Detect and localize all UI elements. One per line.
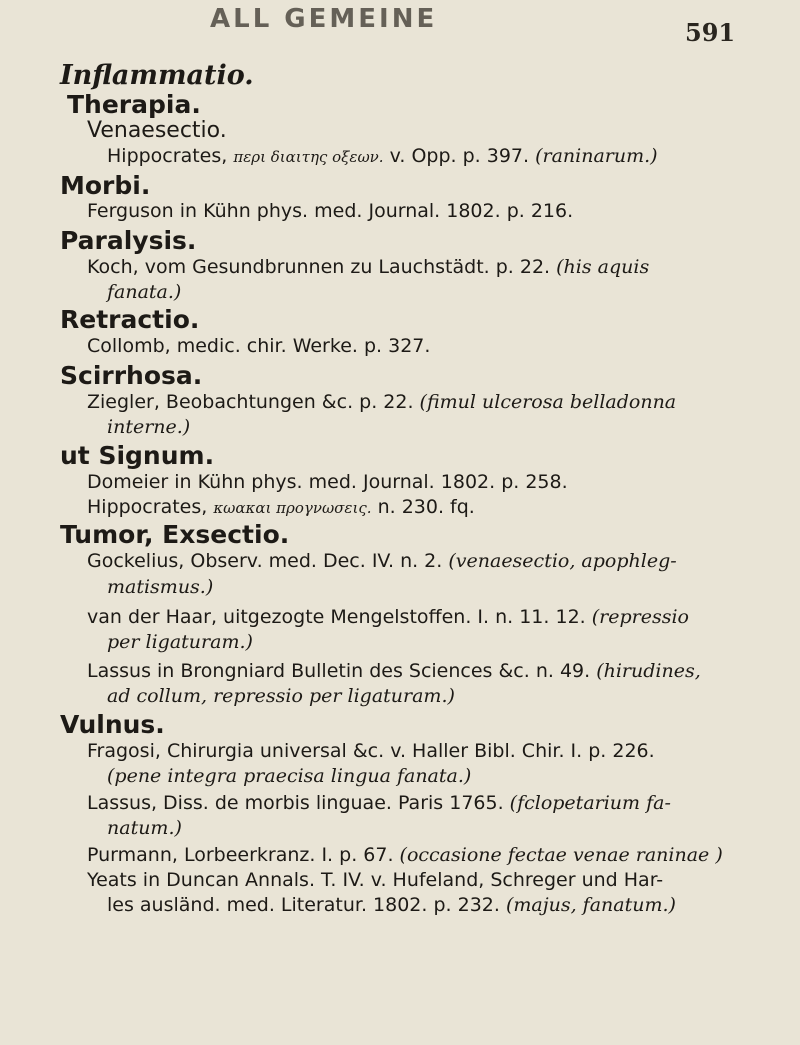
heading-venaesectio: Venaesectio. (87, 118, 227, 143)
entry-gockelius-cont: matismus.) (107, 576, 214, 598)
entry-gockelius: Gockelius, Observ. med. Dec. IV. n. 2. (venaesectio, apophleg- (87, 550, 677, 572)
entry-lassus-2: Lassus, Diss. de morbis linguae. Paris 1765. (fclopetarium fa- (87, 792, 671, 814)
entry-fragosi-cont: (pene integra praecisa lingua fanata.) (107, 765, 472, 787)
entry-collomb: Collomb, medic. chir. Werke. p. 327. (87, 335, 431, 357)
heading-therapia: Therapia. (67, 90, 201, 119)
entry-domeier: Domeier in Kühn phys. med. Journal. 1802. p. 258. (87, 471, 568, 493)
entry-lassus-2-cont: natum.) (107, 817, 182, 839)
greek-text: κωακαι προγνωσεις. (213, 499, 372, 517)
entry-yeats-cont: les ausländ. med. Literatur. 1802. p. 232. (majus, fanatum.) (107, 894, 676, 916)
entry-ziegler-cont: interne.) (107, 416, 191, 438)
entry-koch: Koch, vom Gesundbrunnen zu Lauchstädt. p. 22. (his aquis (87, 256, 650, 278)
heading-scirrhosa: Scirrhosa. (60, 361, 203, 390)
entry-ziegler: Ziegler, Beobachtungen &c. p. 22. (fimul ulcerosa belladonna (87, 391, 677, 413)
entry-van-der-haar: van der Haar, uitgezogte Mengelstoffen. I. n. 11. 12. (repressio (87, 606, 689, 628)
heading-morbi: Morbi. (60, 171, 151, 200)
entry-lassus-1: Lassus in Brongniard Bulletin des Sciences &c. n. 49. (hirudines, (87, 660, 701, 682)
entry-lassus-1-cont: ad collum, repressio per ligaturam.) (107, 685, 455, 707)
heading-inflammatio: Inflammatio. (60, 60, 254, 91)
page-number: 591 (685, 18, 736, 47)
heading-ut-signum: ut Signum. (60, 441, 215, 470)
entry-hippocrates-1: Hippocrates, περι διαιτης οξεων. v. Opp. p. 397. (raninarum.) (107, 145, 658, 167)
heading-vulnus: Vulnus. (60, 710, 165, 739)
heading-tumor: Tumor, Exsectio. (60, 520, 290, 549)
entry-van-der-haar-cont: per ligaturam.) (107, 631, 253, 653)
entry-koch-cont: fanata.) (107, 281, 182, 303)
entry-fragosi: Fragosi, Chirurgia universal &c. v. Haller Bibl. Chir. I. p. 226. (87, 740, 655, 762)
heading-paralysis: Paralysis. (60, 226, 197, 255)
entry-purmann: Purmann, Lorbeerkranz. I. p. 67. (occasione fectae venae raninae ) (87, 844, 723, 866)
greek-text: περι διαιτης οξεων. (233, 148, 384, 166)
running-title: ALL GEMEINE (210, 4, 438, 34)
entry-hippocrates-2: Hippocrates, κωακαι προγνωσεις. n. 230. fq. (87, 496, 475, 518)
heading-retractio: Retractio. (60, 305, 200, 334)
entry-yeats: Yeats in Duncan Annals. T. IV. v. Hufeland, Schreger und Har- (87, 869, 664, 891)
entry-ferguson: Ferguson in Kühn phys. med. Journal. 1802. p. 216. (87, 200, 574, 222)
